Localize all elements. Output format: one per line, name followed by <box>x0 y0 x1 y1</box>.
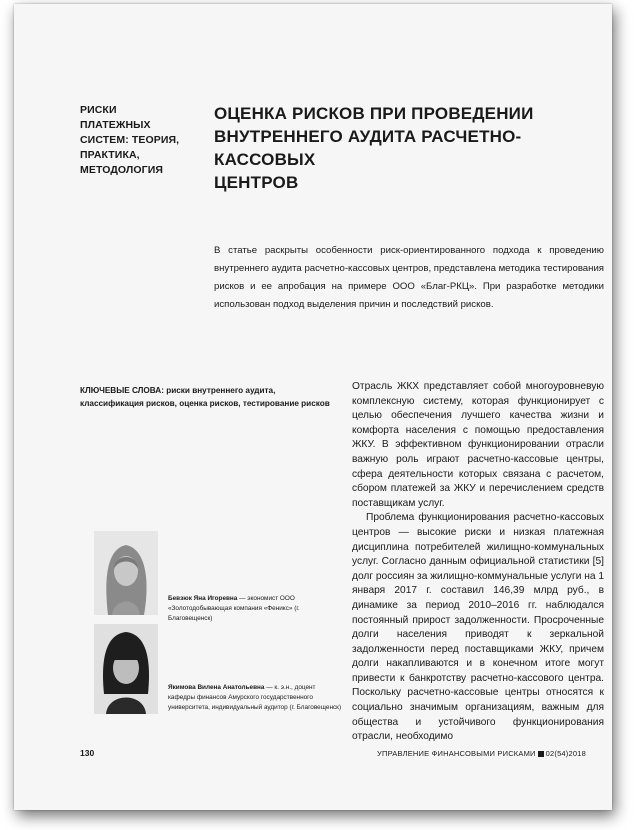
author-info <box>168 683 343 713</box>
section-rubric <box>80 103 190 178</box>
author-name: Бевзюк Яна Игоревна <box>168 595 238 602</box>
square-separator-icon <box>538 751 544 757</box>
title-line: ВНУТРЕННЕГО АУДИТА РАСЧЕТНО-КАССОВЫХ <box>214 127 522 169</box>
article-title <box>214 102 594 194</box>
abstract: В статье раскрыты особенности риск-ориентированного подхода к проведению внутреннего аудита расчетно-кассовых центров, представлена методика тестирования рисков и ее апробация на примере ООО «Благ-РКЦ». При разработке методики использован подход выделения причин и последствий рисков. <box>214 245 604 310</box>
title-line: ЦЕНТРОВ <box>214 173 299 192</box>
body-paragraph: Проблема функционирования расчетно-кассовых центров — высокие риски и низкая платежная дисциплина потребителей жилищно-коммунальных услуг. Согласно данным официальной статистики [5] долг россиян за жилищно-коммунальные услуги на 1 января 2017 г. составил 146,39 млрд руб., в динамике за период 2010–2016 гг. наблюдался постоянный прирост задолженности. Просроченные долги населения приводят к зеркальной задолженности перед поставщиками ЖКУ, причем долги накапливаются и в конечном итоге могут привести к банкротству расчетно-кассового центра. Поскольку расчетно-кассовые центры относятся к социально значимым организациям, важным для общества и устойчивого функционирования отрасли, необходимо <box>352 512 605 743</box>
author-description: — к. э.н., доцент кафедры финансов Амурского государственного университета, индивидуальный аудитор (г. Благовещенск) <box>168 684 342 711</box>
keywords: КЛЮЧЕВЫЕ СЛОВА: риски внутреннего аудита, классификация рисков, оценка рисков, тестирование рисков <box>80 386 330 408</box>
author-description: — экономист ООО «Золотодобывающая компания «Феникс» (г. Благовещенск) <box>168 595 300 622</box>
author-photo <box>94 624 158 714</box>
author-name: Якимова Вилена Анатольевна <box>168 684 265 691</box>
issue-number: 02(54)2018 <box>545 749 586 758</box>
journal-page <box>14 4 612 810</box>
rubric-line: МЕТОДОЛОГИЯ <box>80 164 163 176</box>
body-paragraph: Отрасль ЖКХ представляет собой многоуровневую комплексную систему, которая функционирует с целью обеспечения лучшего качества жизни и комфорта населения с помощью предоставления ЖКУ. В эффективном функционировании отрасли важную роль играют расчетно-кассовые центры, сфера деятельности которых связана с расчетом, сбором платежей за ЖКУ и перечислением средств поставщикам услуг. <box>352 381 604 509</box>
title-line: ОЦЕНКА РИСКОВ ПРИ ПРОВЕДЕНИИ <box>214 104 534 123</box>
rubric-line: ПРАКТИКА, <box>80 149 140 161</box>
page-number: 130 <box>80 748 95 758</box>
rubric-line: РИСКИ ПЛАТЕЖНЫХ <box>80 104 151 131</box>
author-info <box>168 594 343 624</box>
author-photo <box>94 531 158 615</box>
article-body <box>352 380 604 745</box>
running-footer <box>377 749 586 758</box>
journal-name: УПРАВЛЕНИЕ ФИНАНСОВЫМИ РИСКАМИ <box>377 749 536 758</box>
rubric-line: СИСТЕМ: ТЕОРИЯ, <box>80 134 180 146</box>
